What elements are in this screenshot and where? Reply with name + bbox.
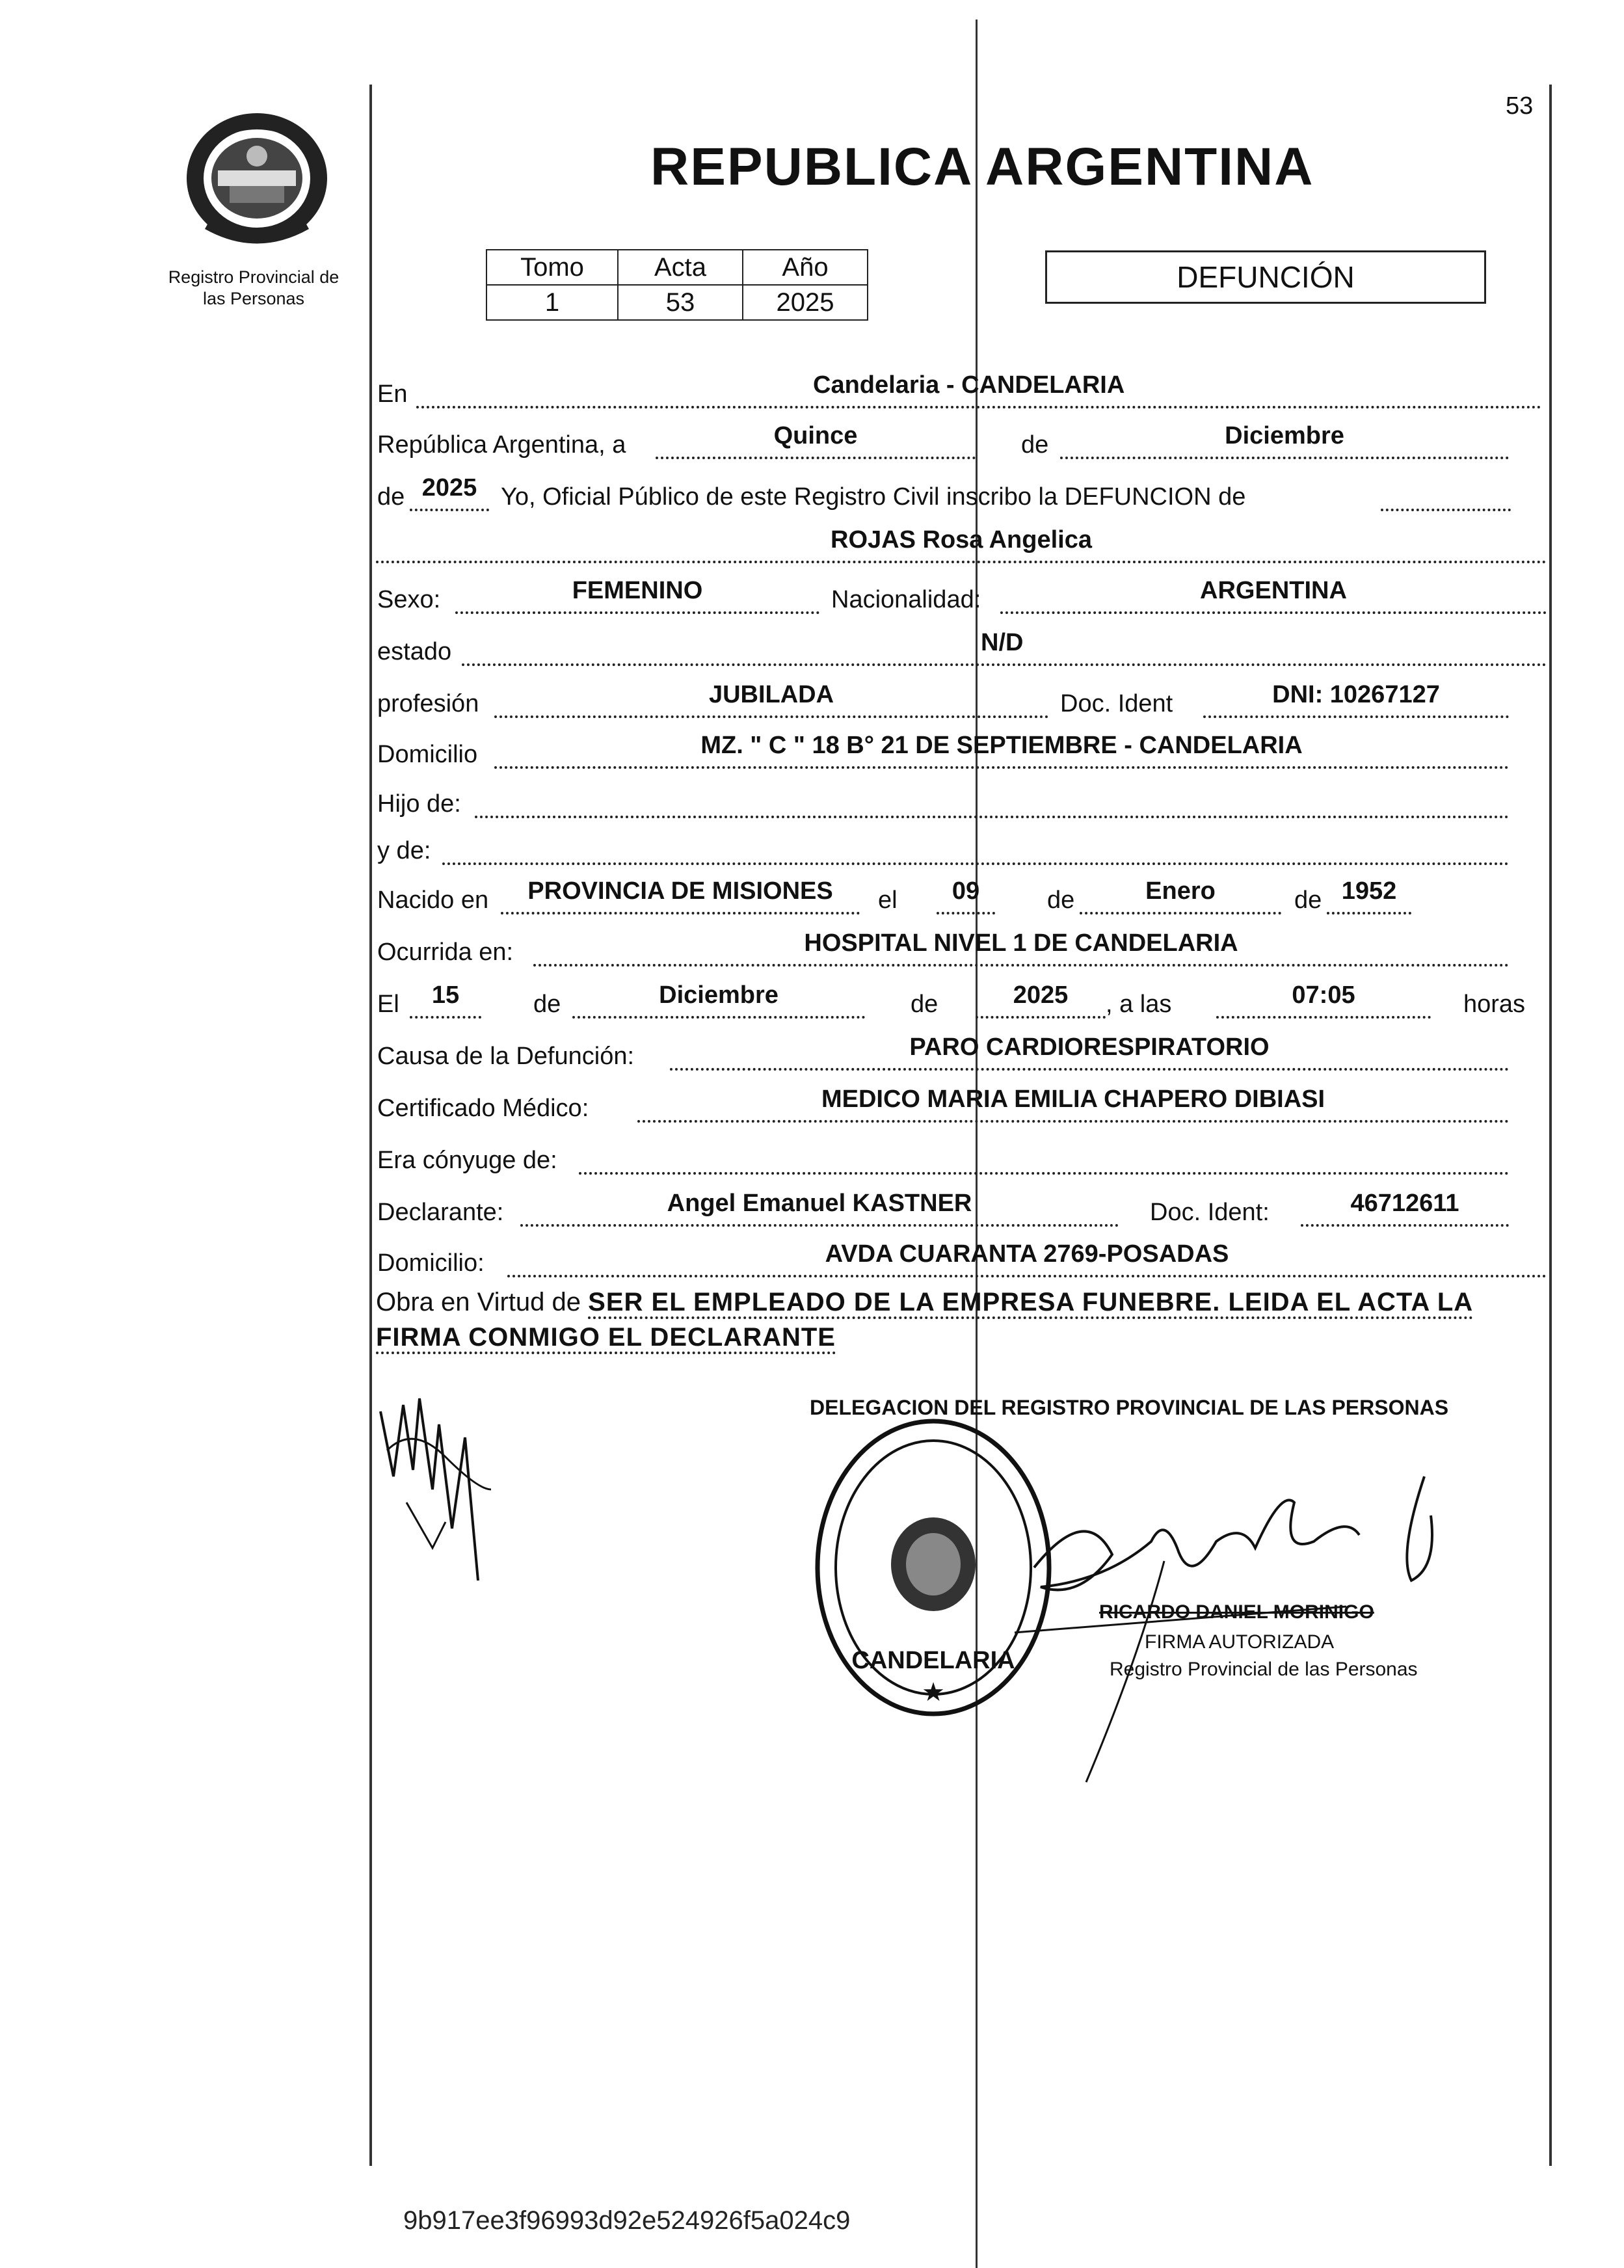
- conyuge-label: Era cónyuge de:: [377, 1147, 557, 1174]
- signer-name: RICARDO DANIEL MORINIGO: [1099, 1601, 1374, 1623]
- year-value: 2025: [421, 474, 477, 501]
- nacido-value: PROVINCIA DE MISIONES: [527, 877, 833, 905]
- row-domicilio: [376, 731, 1547, 777]
- obra-label: Obra en Virtud de: [376, 1288, 581, 1316]
- nacionalidad-value: ARGENTINA: [1200, 577, 1347, 604]
- stamp-star-icon: ★: [922, 1678, 945, 1707]
- registrar-tail-field: [1381, 475, 1511, 511]
- sexo-value: FEMENINO: [572, 577, 703, 604]
- document-hash: 9b917ee3f96993d92e524926f5a024c9: [403, 2206, 851, 2235]
- header-tomo: Tomo: [486, 250, 618, 285]
- de-year-label: de: [377, 483, 405, 511]
- registry-caption-line2: las Personas: [202, 289, 305, 308]
- domicilio2-label: Domicilio:: [377, 1249, 485, 1277]
- row-profesion: [376, 680, 1547, 726]
- record-type-box: DEFUNCIÓN: [1045, 250, 1486, 304]
- domicilio-value: MZ. " C " 18 B° 21 DE SEPTIEMBRE - CANDELARIA: [700, 732, 1303, 759]
- row-conyuge: [376, 1137, 1547, 1182]
- y-de-label: y de:: [377, 837, 431, 864]
- estado-value: N/D: [981, 629, 1024, 656]
- hijo-label: Hijo de:: [377, 790, 461, 818]
- birth-month-value: Enero: [1145, 877, 1216, 905]
- ocurrida-value: HOSPITAL NIVEL 1 DE CANDELARIA: [804, 929, 1238, 957]
- row-death-date: [376, 981, 1547, 1026]
- certificado-label: Certificado Médico:: [377, 1095, 589, 1122]
- obra-paragraph: [376, 1285, 1560, 1355]
- deceased-name: ROJAS Rosa Angelica: [831, 526, 1092, 554]
- nacionalidad-label: Nacionalidad:: [831, 586, 981, 613]
- birth-de2-label: de: [1294, 887, 1322, 914]
- page-number: 53: [1506, 92, 1534, 120]
- declarant-signature: [374, 1385, 504, 1594]
- row-registrar: [376, 474, 1547, 519]
- de-label: de: [1021, 431, 1049, 459]
- row-deceased: [376, 526, 1547, 571]
- doc-value: DNI: 10267127: [1272, 681, 1440, 708]
- horas-label: horas: [1463, 991, 1526, 1018]
- row-domicilio-declarante: [376, 1240, 1547, 1285]
- row-declarante: [376, 1189, 1547, 1234]
- stamp-city: CANDELARIA: [851, 1647, 1015, 1674]
- official-signature: [1008, 1463, 1476, 1789]
- decl-doc-value: 46712611: [1350, 1190, 1459, 1217]
- conyuge-field: [579, 1138, 1509, 1175]
- domicilio-label: Domicilio: [377, 741, 478, 768]
- signer-office: Registro Provincial de las Personas: [1110, 1659, 1418, 1680]
- birth-year-value: 1952: [1341, 877, 1397, 905]
- row-hijo: [376, 780, 1547, 826]
- place-value: Candelaria - CANDELARIA: [813, 371, 1125, 399]
- row-causa: [376, 1033, 1547, 1078]
- row-estado: [376, 628, 1547, 674]
- header-acta: Acta: [618, 250, 743, 285]
- right-margin-line: [1549, 85, 1552, 2166]
- death-month-value: Diciembre: [659, 981, 779, 1009]
- el-date-label: El: [377, 991, 399, 1018]
- tomo-value: 1: [486, 285, 618, 320]
- birth-day-value: 09: [952, 877, 980, 905]
- causa-value: PARO CARDIORESPIRATORIO: [909, 1034, 1270, 1061]
- decl-doc-label: Doc. Ident:: [1150, 1199, 1270, 1226]
- declarante-value: Angel Emanuel KASTNER: [667, 1190, 972, 1217]
- obra-value: SER EL EMPLEADO DE LA EMPRESA FUNEBRE. LEIDA EL ACTA LA FIRMA CONMIGO EL DECLARANTE: [376, 1288, 1473, 1354]
- row-sex-nationality: [376, 576, 1547, 622]
- row-certificado: [376, 1085, 1547, 1130]
- birth-de-label: de: [1047, 887, 1075, 914]
- y-de-field: [442, 829, 1509, 865]
- profesion-label: profesión: [377, 690, 479, 717]
- row-nacido: [376, 877, 1547, 922]
- acta-value: 53: [618, 285, 743, 320]
- left-margin-line: [369, 85, 372, 2166]
- republic-label: República Argentina, a: [377, 431, 626, 459]
- hijo-field: [475, 782, 1509, 818]
- death-de2-label: de: [911, 991, 938, 1018]
- death-de-label: de: [533, 991, 561, 1018]
- month-value: Diciembre: [1225, 422, 1344, 449]
- death-year-value: 2025: [1013, 981, 1069, 1009]
- ano-value: 2025: [743, 285, 868, 320]
- row-place: [376, 371, 1547, 416]
- record-table-header-row: [486, 250, 868, 285]
- en-label: En: [377, 380, 408, 408]
- declarante-label: Declarante:: [377, 1199, 504, 1226]
- record-table-value-row: [486, 285, 868, 320]
- certificado-value: MEDICO MARIA EMILIA CHAPERO DIBIASI: [821, 1086, 1325, 1113]
- page-title: REPUBLICA ARGENTINA: [650, 137, 1314, 196]
- causa-label: Causa de la Defunción:: [377, 1043, 635, 1070]
- stamp-ring-text: DELEGACION DEL REGISTRO PROVINCIAL DE LAS PERSONAS: [810, 1396, 1449, 1419]
- death-time-value: 07:05: [1292, 981, 1355, 1009]
- ocurrida-label: Ocurrida en:: [377, 939, 514, 966]
- a-las-label: , a las: [1106, 991, 1172, 1018]
- day-words-value: Quince: [773, 422, 858, 449]
- profesion-value: JUBILADA: [708, 681, 834, 708]
- domicilio2-value: AVDA CUARANTA 2769-POSADAS: [825, 1240, 1229, 1268]
- misiones-coat-of-arms-icon: [179, 105, 335, 252]
- nacido-label: Nacido en: [377, 887, 489, 914]
- row-date: [376, 421, 1547, 467]
- row-y-de: [376, 827, 1547, 873]
- death-day-value: 15: [431, 981, 460, 1009]
- signer-role: FIRMA AUTORIZADA: [1145, 1631, 1335, 1653]
- registrar-text: Yo, Oficial Público de este Registro Civil inscribo la DEFUNCION de: [501, 483, 1246, 511]
- record-table: [486, 249, 868, 321]
- row-ocurrida: [376, 929, 1547, 974]
- registry-caption: [143, 267, 364, 310]
- sexo-label: Sexo:: [377, 586, 441, 613]
- header-ano: Año: [743, 250, 868, 285]
- registry-caption-line1: Registro Provincial de: [168, 267, 339, 287]
- el-label: el: [878, 887, 898, 914]
- doc-label: Doc. Ident: [1060, 690, 1173, 717]
- estado-label: estado: [377, 638, 452, 665]
